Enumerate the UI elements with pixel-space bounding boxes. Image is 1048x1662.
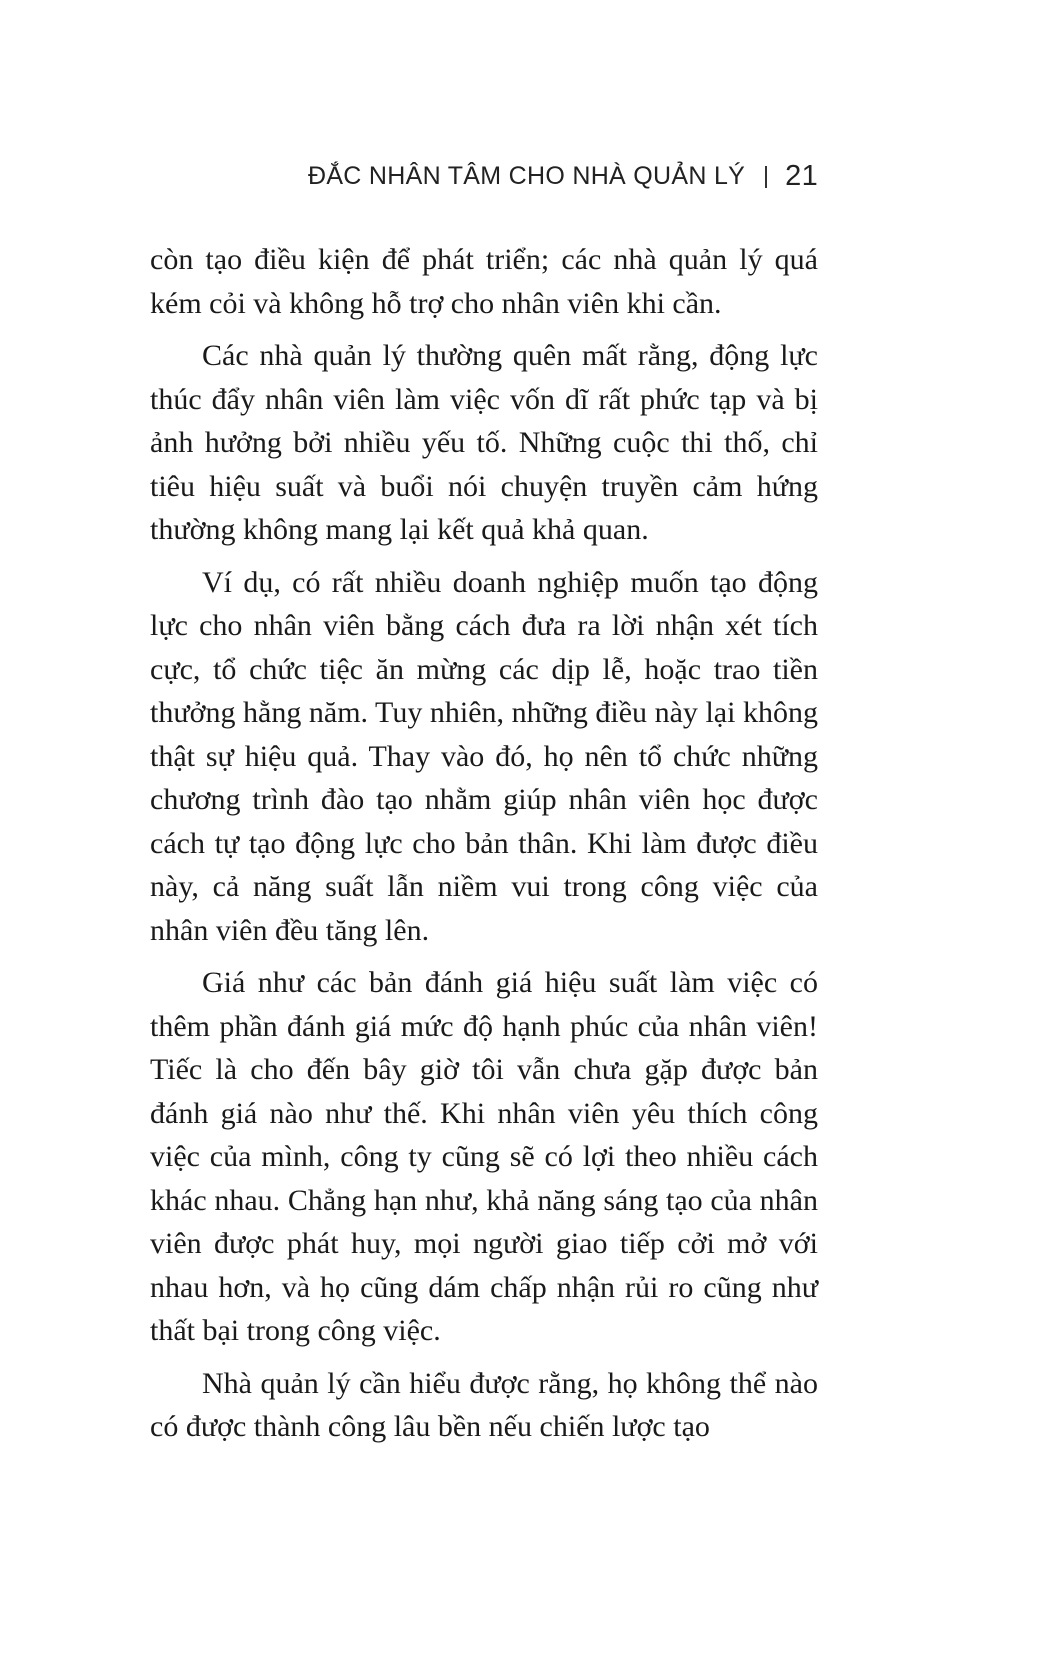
book-title: ĐẮC NHÂN TÂM CHO NHÀ QUẢN LÝ [307,162,746,190]
paragraph: Các nhà quản lý thường quên mất rằng, động lực thúc đẩy nhân viên làm việc vốn dĩ rất phức tạp và bị ảnh hưởng bởi nhiều yếu tố. Những cuộc thi thố, chỉ tiêu hiệu suất và buổi nói chuyện truyền cảm hứng thường không mang lại kết quả khả quan. [150,339,818,546]
paragraph-continuation: còn tạo điều kiện để phát triển; các nhà quản lý quá kém cỏi và không hỗ trợ cho nhân viên khi cần. [150,243,818,320]
header-separator [765,166,767,188]
paragraph: Ví dụ, có rất nhiều doanh nghiệp muốn tạo động lực cho nhân viên bằng cách đưa ra lời nhận xét tích cực, tổ chức tiệc ăn mừng các dịp lễ, hoặc trao tiền thưởng hằng năm. Tuy nhiên, những điều này lại không thật sự hiệu quả. Thay vào đó, họ nên tổ chức những chương trình đào tạo nhằm giúp nhân viên học được cách tự tạo động lực cho bản thân. Khi làm được điều này, cả năng suất lẫn niềm vui trong công việc của nhân viên đều tăng lên. [150,565,818,947]
body-text [150,238,818,1458]
running-header [308,160,818,193]
paragraph: Giá như các bản đánh giá hiệu suất làm việc có thêm phần đánh giá mức độ hạnh phúc của nhân viên! Tiếc là cho đến bây giờ tôi vẫn chưa gặp được bản đánh giá nào như thế. Khi nhân viên yêu thích công việc của mình, công ty cũng sẽ có lợi theo nhiều cách khác nhau. Chẳng hạn như, khả năng sáng tạo của nhân viên được phát huy, mọi người giao tiếp cởi mở với nhau hơn, và họ cũng dám chấp nhận rủi ro cũng như thất bại trong công việc. [150,966,818,1347]
page-number: 21 [785,160,818,192]
paragraph: Nhà quản lý cần hiểu được rằng, họ không thể nào có được thành công lâu bền nếu chiến lược tạo [150,1366,818,1443]
